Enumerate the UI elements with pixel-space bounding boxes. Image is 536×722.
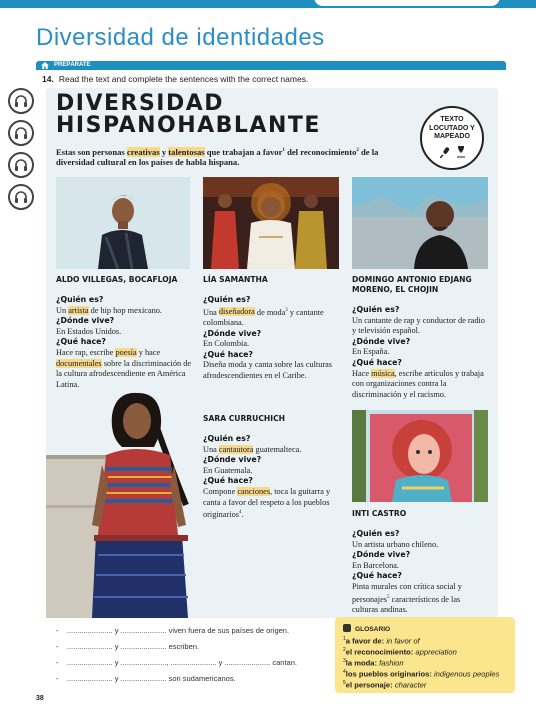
headphones-icon[interactable] (8, 88, 34, 114)
person-info: ¿Quién es? Un artista de hip hop mexicano. ¿Dónde vive? En Estados Unidos. ¿Qué hace? Hace rap, escribe poesía y hace documentales sobre la discriminación de la cultura afrodescendiente en América Latina. (56, 295, 192, 389)
glossary-box (335, 617, 515, 693)
prepare-banner (36, 61, 506, 70)
person-info: ¿Quién es? Un cantante de rap y conductor de radio y televisión español. ¿Dónde vive? En España. ¿Qué hace? Hace música, escribe artículos y trabaja con organizaciones contra la discriminación y el racismo. (352, 305, 485, 399)
article-title-line2: HISPANOHABLANTE (56, 113, 321, 138)
section-title: Diversidad de identidades (36, 24, 325, 51)
glossary-item: $^5$el personaje: character (343, 680, 427, 690)
glossary-item: $^1$a favor de: in favor of (343, 636, 420, 646)
exercise-number: 14. (42, 74, 54, 84)
glossary-icon (343, 624, 351, 632)
el-chojin-photo (352, 177, 488, 269)
lia-samantha-photo (203, 177, 339, 269)
microphone-icon (440, 146, 468, 158)
aldo-villegas-photo (56, 177, 190, 269)
glossary-item: $^3$la moda: fashion (343, 658, 404, 668)
article-title (56, 93, 321, 137)
headphones-icon[interactable] (8, 152, 34, 178)
audio-map-badge[interactable] (420, 106, 484, 170)
headphones-icon[interactable] (8, 120, 34, 146)
completion-sentence[interactable]: - ...................... y ......................, ...................... y ...................... cantan. (56, 658, 297, 667)
home-icon (41, 62, 49, 69)
completion-sentence[interactable]: - ...................... y ...................... viven fuera de sus países de origen. (56, 626, 290, 635)
glossary-item: $^2$el reconocimiento: appreciation (343, 647, 457, 657)
article-intro: Estas son personas creativas y talentosas que trabajan a favor$^1$ del reconocimiento$^2$ de la diversidad cultural en los países de habla hispana. (56, 146, 379, 168)
map-marker-icon (458, 146, 464, 153)
headphones-icon[interactable] (8, 184, 34, 210)
inti-castro-mural-photo (352, 410, 488, 502)
article-title-line1: DIVERSIDAD (56, 91, 225, 116)
glossary-heading: GLOSARIO (343, 624, 390, 633)
instruction-text: Read the text and complete the sentences with the correct names. (58, 74, 309, 84)
top-tab-outline (312, 0, 502, 8)
sara-curruchich-photo (46, 385, 206, 618)
page-number: 38 (36, 695, 44, 702)
person-info: ¿Quién es? Una diseñadora de moda$^3$ y cantante colombiana. ¿Dónde vive? En Colombia. ¿Qué hace? Diseña moda y canta sobre las culturas afrodescendientes en el Caribe. (203, 295, 333, 380)
badge-text: TEXTO LOCUTADO Y MAPEADO (429, 116, 475, 140)
exercise-instruction (42, 74, 308, 84)
person-name: INTI CASTRO (352, 509, 407, 518)
person-info: ¿Quién es? Una cantautora guatemalteca. ¿Dónde vive? En Guatemala. ¿Qué hace? Compone canciones, toca la guitarra y canta a favor del respeto a los pueblos originarios$^4$. (203, 434, 331, 519)
person-name: SARA CURRUCHICH (203, 414, 285, 423)
person-name: ALDO VILLEGAS, BOCAFLOJA (56, 275, 178, 284)
prepare-label: PREPÁRATE (54, 62, 91, 68)
completion-sentence[interactable]: - ...................... y ...................... escriben. (56, 642, 199, 651)
glossary-item: $^4$los pueblos originarios: indigenous peoples (343, 669, 500, 679)
completion-sentence[interactable]: - ...................... y ...................... son sudamericanos. (56, 674, 236, 683)
person-name: LÍA SAMANTHA (203, 275, 268, 284)
person-info: ¿Quién es? Un artista urbano chileno. ¿Dónde vive? En Barcelona. ¿Qué hace? Pinta murales con crítica social y personajes$^5$ característicos de las culturas andinas. (352, 529, 462, 614)
person-name: DOMINGO ANTONIO EDJANG MORENO, EL CHOJIN (352, 275, 472, 294)
